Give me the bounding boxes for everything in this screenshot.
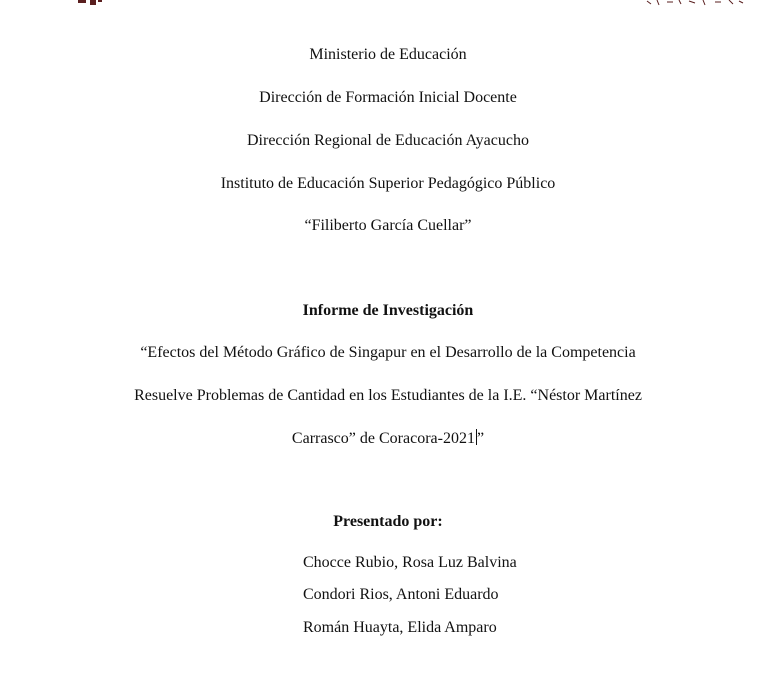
- regional-directorate-line: Dirección Regional de Educación Ayacucho: [247, 132, 529, 149]
- report-title-line-3-quote: ”: [476, 430, 485, 447]
- author-name: Condori Rios, Antoni Eduardo: [303, 586, 499, 603]
- presenters-heading: Presentado por:: [333, 513, 443, 530]
- ministry-line: Ministerio de Educación: [309, 46, 467, 63]
- logo-fragment-left: [78, 0, 130, 5]
- report-title-line-3: [0, 429, 776, 449]
- report-heading: Informe de Investigación: [302, 302, 474, 319]
- institute-name-line: “Filiberto García Cuellar”: [304, 217, 472, 234]
- directorate-line: Dirección de Formación Inicial Docente: [259, 89, 517, 106]
- institute-line: Instituto de Educación Superior Pedagógico Público: [220, 175, 556, 192]
- report-title-line-1: “Efectos del Método Gráfico de Singapur en el Desarrollo de la Competencia: [140, 344, 636, 361]
- author-name: Chocce Rubio, Rosa Luz Balvina: [303, 554, 517, 571]
- author-name: Román Huayta, Elida Amparo: [303, 619, 497, 636]
- report-title-line-2: Resuelve Problemas de Cantidad en los Estudiantes de la I.E. “Néstor Martínez: [134, 387, 642, 404]
- logo-fragment-right: [645, 0, 745, 6]
- report-title-line-3-text: Carrasco” de Coracora-2021: [291, 430, 475, 447]
